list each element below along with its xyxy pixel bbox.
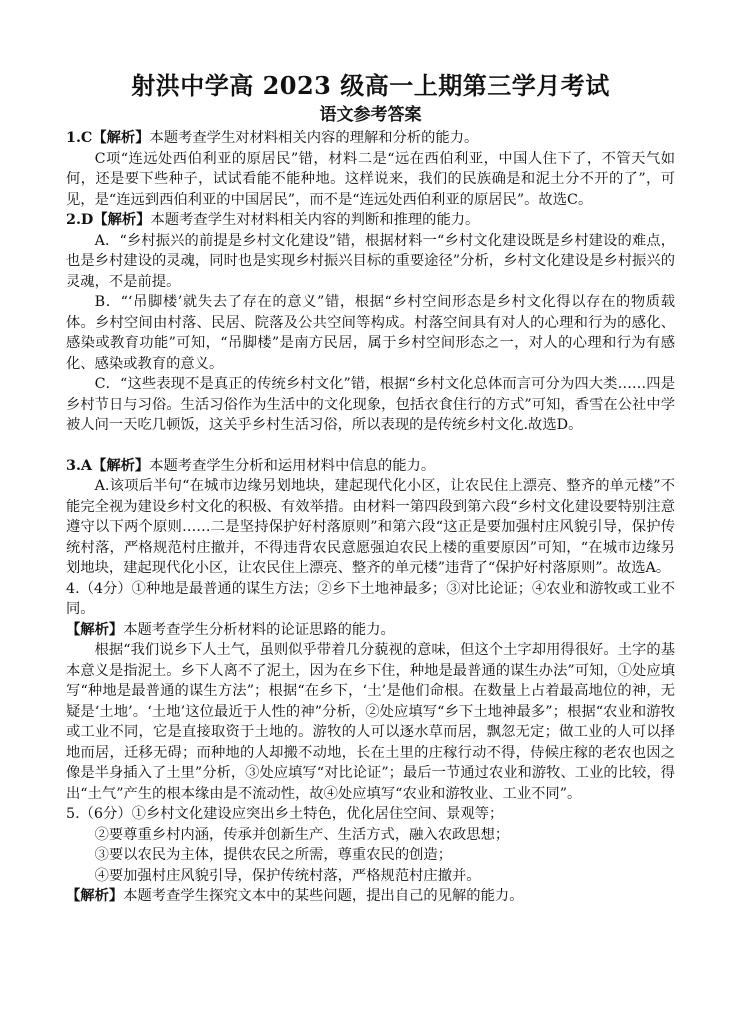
q2-option-b: B．“‘吊脚楼’就失去了存在的意义”错，根据“乡村空间形态是乡村文化得以存在的物质载体。乡村空间由村落、民居、院落及公共空间等构成。村落空间具有对人的心理和行为的感化、感染或教育功能”可知，“吊脚楼”是南方民居，属于乡村空间形态之一，对人的心理和行为有感化、感染或教育的意义。 <box>66 294 675 372</box>
q5-answer-2: ②要尊重乡村内涵，传承并创新生产、生活方式，融入农政思想； <box>94 826 510 843</box>
section-spacer <box>66 436 675 456</box>
q4-explanation: 根据“我们说乡下人土气，虽则似乎带着几分藐视的意味，但这个土字却用得很好。土字的基本意义是指泥土。乡下人离不了泥土，因为在乡下住，种地是最普通的谋生办法”可知，①处应填写“种地是最普通的谋生方法”；根据“在乡下，‘土’是他们命根。在数量上占着最高地位的神，无疑是‘土地’。‘土地’这位最近于人性的神”分析，②处应填写“乡下土地神最多”；根据“农业和游牧或工业不同，它是直接取资于土地的。游牧的人可以逐水草而居，飘忽无定；做工业的人可以择地而居，迁移无碍；而种地的人却搬不动地，长在土里的庄稼行动不得，侍候庄稼的老农也因之像是半身插入了土里”分析，③处应填写“对比论证”；最后一节通过农业和游牧、工业的比较，得出“土气”产生的根本缘由是不流动性，故④处应填写“农业和游牧业、工业不同”。 <box>66 642 675 802</box>
q5-heading <box>66 886 675 907</box>
q2-option-c: C．“这些表现不是真正的传统乡村文化”错，根据“乡村文化总体而言可分为四大类……四是乡村节日与习俗。生活习俗作为生活中的文化现象，包括衣食住行的方式”可知，香雪在公社中学被人问一天吃几顿饭，这关乎乡村生活习俗，所以表现的是传统乡村文化.故选D。 <box>66 376 675 433</box>
question-2 <box>66 210 675 436</box>
q2-option-a: A．“乡村振兴的前提是乡村文化建设”错，根据材料一“乡村文化建设既是乡村建设的难点，也是乡村建设的灵魂，同时也是实现乡村振兴目标的重要途径”分析，乡村文化建设是乡村振兴的灵魂，不是前提。 <box>66 232 675 290</box>
q1-analysis-summary: 本题考查学生对材料相关内容的理解和分析的能力。 <box>149 130 479 146</box>
q2-analysis-tag: 【解析】 <box>93 212 151 228</box>
q1-explanation: C项“连远处西伯利亚的原居民”错，材料二是“远在西伯利亚，中国人住下了，不管天气如何，还是要下些种子，试试看能不能种地。这样说来，我们的民族确是和泥土分不开的了”，可见，是“连远到西伯利亚的中国居民”，而不是“连远处西伯利亚的原居民”。故选C。 <box>66 150 675 208</box>
question-1 <box>66 128 675 210</box>
q5-answer-4: ④要加强村庄风貌引导，保护传统村落，严格规范村庄撤并。 <box>94 867 481 884</box>
q3-analysis-tag: 【解析】 <box>92 457 150 474</box>
question-3 <box>66 456 675 579</box>
page-title: 射洪中学高 2023 级高一上期第三学月考试 <box>131 71 610 100</box>
question-4 <box>66 579 675 805</box>
q1-analysis-tag: 【解析】 <box>92 130 150 146</box>
q5-analysis-tag: 【解析】 <box>66 888 124 904</box>
q4-heading <box>66 620 675 641</box>
q3-analysis-summary: 本题考查学生分析和运用材料中信息的能力。 <box>149 457 436 474</box>
question-5 <box>66 804 675 907</box>
q2-heading <box>66 210 675 231</box>
q3-heading <box>66 456 675 477</box>
q2-answer: 2.D <box>66 212 94 228</box>
q5-answer-3: ③要以农民为主体，提供农民之所需，尊重农民的创造； <box>94 847 453 863</box>
q4-analysis-summary: 本题考查学生分析材料的论证思路的能力。 <box>123 621 395 638</box>
q4-analysis-tag: 【解析】 <box>66 621 124 638</box>
q3-explanation: A.该项后半句“在城市边缘另划地块，建起现代化小区，让农民住上漂亮、整齐的单元楼”不能完全视为建设乡村文化的积极、有效举措。由材料一第四段到第六段“乡村文化建设要特别注意遵守以下两个原则……二是坚持保护好村落原则”和第六段“这正是要加强村庄风貌引导，保护传统村落，严格规范村庄撤并，不得违背农民意愿强迫农民上楼的重要原因”可知，“在城市边缘另划地块，建起现代化小区，让农民住上漂亮、整齐的单元楼”违背了“保护好村落原则”。故选A。 <box>66 478 675 576</box>
q3-answer: 3.A <box>66 457 93 474</box>
q4-answer: 4.（4分）①种地是最普通的谋生方法；②乡下土地神最多；③对比论证；④农业和游牧或工业不同。 <box>66 580 675 617</box>
page-subtitle: 语文参考答案 <box>319 105 422 125</box>
q2-analysis-summary: 本题考查学生对材料相关内容的判断和推理的能力。 <box>150 212 480 228</box>
q5-answer-1: 5.（6分）①乡村文化建设应突出乡土特色，优化居住空间、景观等； <box>66 806 504 822</box>
q5-analysis-summary: 本题考查学生探究文本中的某些问题，提出自己的见解的能力。 <box>123 888 524 904</box>
q1-heading <box>66 128 675 149</box>
q1-answer: 1.C <box>66 130 93 146</box>
